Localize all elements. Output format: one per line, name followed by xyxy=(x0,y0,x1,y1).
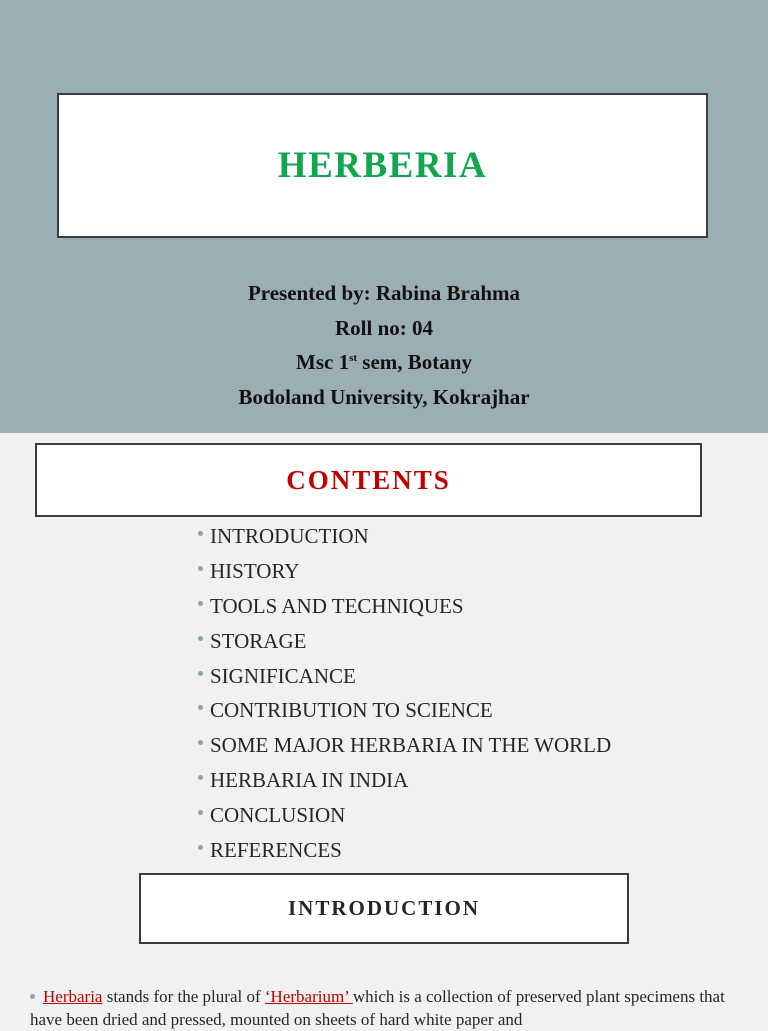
list-item-label: SIGNIFICANCE xyxy=(210,663,356,688)
term-herbarium: ‘Herbarium’ xyxy=(264,987,353,1006)
list-item xyxy=(198,589,611,624)
bullet-icon xyxy=(198,775,203,780)
list-item-label: SOME MAJOR HERBARIA IN THE WORLD xyxy=(210,733,612,758)
list-item xyxy=(198,833,611,868)
paragraph-text: which is a collection of preserved plant specimens that have been dried and pressed, mounted on sheets of hard white paper and xyxy=(30,987,725,1029)
contents-list xyxy=(198,519,611,868)
list-item-label: CONTRIBUTION TO SCIENCE xyxy=(210,698,493,723)
roll-number: Roll no: 04 xyxy=(334,315,433,340)
list-item-label: HERBARIA IN INDIA xyxy=(210,768,409,793)
university: Bodoland University, Kokrajhar xyxy=(238,385,530,410)
list-item-label: STORAGE xyxy=(210,628,307,653)
list-item xyxy=(198,519,611,554)
bullet-icon xyxy=(198,705,203,710)
list-item xyxy=(198,554,611,589)
bullet-icon xyxy=(198,810,203,815)
list-item xyxy=(198,659,611,694)
list-item-label: INTRODUCTION xyxy=(210,524,369,548)
list-item-label: CONCLUSION xyxy=(210,803,346,828)
list-item xyxy=(198,798,611,833)
paragraph-text: stands for the plural of xyxy=(102,987,265,1006)
list-item-label: TOOLS AND TECHNIQUES xyxy=(210,593,464,618)
bullet-icon xyxy=(198,601,203,606)
introduction-heading: INTRODUCTION xyxy=(287,896,481,920)
list-item xyxy=(198,693,611,728)
bullet-icon xyxy=(198,740,203,745)
course-suffix: sem, Botany xyxy=(357,350,472,375)
course-superscript: st xyxy=(349,352,358,365)
course-line xyxy=(0,345,768,380)
title-slide xyxy=(0,0,768,433)
introduction-heading-box xyxy=(139,873,629,944)
presentation-title: HERBERIA xyxy=(277,145,488,186)
list-item xyxy=(198,763,611,798)
introduction-paragraph xyxy=(30,985,745,1031)
bullet-icon xyxy=(198,671,203,676)
title-box xyxy=(57,93,708,238)
list-item-label: REFERENCES xyxy=(210,838,342,863)
bullet-icon xyxy=(198,531,203,536)
list-item-label: HISTORY xyxy=(210,558,300,583)
bullet-icon xyxy=(198,566,203,571)
contents-heading-box xyxy=(35,443,702,517)
bullet-icon xyxy=(198,636,203,641)
bullet-icon xyxy=(198,845,203,850)
bullet-icon xyxy=(30,994,35,999)
contents-heading: CONTENTS xyxy=(286,464,451,495)
presenter-info xyxy=(0,276,768,415)
term-herbaria: Herbaria xyxy=(43,987,103,1006)
list-item xyxy=(198,624,611,659)
course-prefix: Msc 1 xyxy=(296,350,350,375)
list-item xyxy=(198,728,611,763)
presented-by: Presented by: Rabina Brahma xyxy=(247,281,521,305)
